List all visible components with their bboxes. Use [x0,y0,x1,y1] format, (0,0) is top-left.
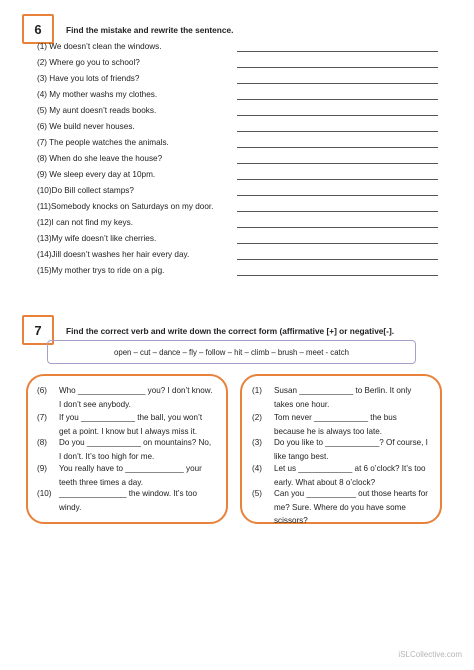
sentence-item: (1) We doesn’t clean the windows. [37,42,162,51]
item-number: (5) [252,489,262,498]
answer-line[interactable] [237,147,438,148]
answer-line[interactable] [237,163,438,164]
verb-word-bank: open – cut – dance – fly – follow – hit – climb – brush – meet - catch [47,340,416,364]
answer-line[interactable] [237,211,438,212]
answer-line[interactable] [237,195,438,196]
exercise-7-instruction: Find the correct verb and write down the correct form (affirmative [+] or negative[-]. [66,326,395,336]
sentence-item: (15)My mother trys to ride on a pig. [37,266,165,275]
item-number: (4) [252,464,262,473]
item-number: (7) [37,413,47,422]
item-text: Who _______________ you? I don’t know. I don’t see anybody. [59,386,213,409]
item-text: You really have to _____________ your teeth three times a day. [59,464,202,487]
item-number: (8) [37,438,47,447]
sentence-item: (6) We build never houses. [37,122,135,131]
answer-line[interactable] [237,275,438,276]
gap-fill-item [252,487,428,528]
gap-fill-item [37,411,213,438]
gap-fill-item [37,436,213,463]
answer-line[interactable] [237,179,438,180]
item-text: If you ____________ the ball, you won’t get a point. I know but I always miss it. [59,413,203,436]
exercise-6-number: 6 [22,14,54,44]
exercise-6-instruction: Find the mistake and rewrite the sentence. [66,25,234,35]
answer-line[interactable] [237,131,438,132]
sentence-item: (10)Do Bill collect stamps? [37,186,134,195]
answer-line[interactable] [237,115,438,116]
exercise-7-number: 7 [22,315,54,345]
item-number: (10) [37,489,52,498]
item-number: (3) [252,438,262,447]
sentence-item: (5) My aunt doesn’t reads books. [37,106,157,115]
sentence-item: (8) When do she leave the house? [37,154,163,163]
gap-fill-item [252,436,428,463]
answer-line[interactable] [237,99,438,100]
item-number: (1) [252,386,262,395]
item-text: Tom never ____________ the bus because he is always too late. [274,413,397,436]
item-number: (6) [37,386,47,395]
item-text: Can you ___________ out those hearts for me? Sure. Where do you have some scissors? [274,489,428,526]
answer-line[interactable] [237,243,438,244]
answer-line[interactable] [237,51,438,52]
answer-line[interactable] [237,259,438,260]
gap-fill-item [252,411,428,438]
gap-fill-item [37,384,213,411]
item-number: (9) [37,464,47,473]
answer-line[interactable] [237,83,438,84]
sentence-item: (4) My mother washs my clothes. [37,90,158,99]
sentence-item: (14)Jill doesn’t washes her hair every day. [37,250,190,259]
sentence-item: (3) Have you lots of friends? [37,74,140,83]
gap-fill-item [252,384,428,411]
gap-fill-item [37,462,213,489]
item-number: (2) [252,413,262,422]
item-text: Let us ____________ at 6 o’clock? It’s too early. What about 8 o’clock? [274,464,426,487]
sentence-item: (2) Where go you to school? [37,58,140,67]
item-text: _______________ the window. It’s too windy. [59,489,198,512]
sentence-item: (7) The people watches the animals. [37,138,169,147]
sentence-item: (9) We sleep every day at 10pm. [37,170,156,179]
gap-fill-item [37,487,213,514]
sentence-item: (11)Somebody knocks on Saturdays on my door. [37,202,214,211]
gap-fill-item [252,462,428,489]
answer-line[interactable] [237,67,438,68]
item-text: Susan ____________ to Berlin. It only takes one hour. [274,386,412,409]
sentence-item: (13)My wife doesn’t like cherries. [37,234,157,243]
answer-line[interactable] [237,227,438,228]
site-watermark: iSLCollective.com [398,650,462,659]
sentence-item: (12)I can not find my keys. [37,218,134,227]
item-text: Do you like to ____________? Of course, I like tango best. [274,438,428,461]
item-text: Do you ____________ on mountains? No, I don’t. It’s too high for me. [59,438,212,461]
